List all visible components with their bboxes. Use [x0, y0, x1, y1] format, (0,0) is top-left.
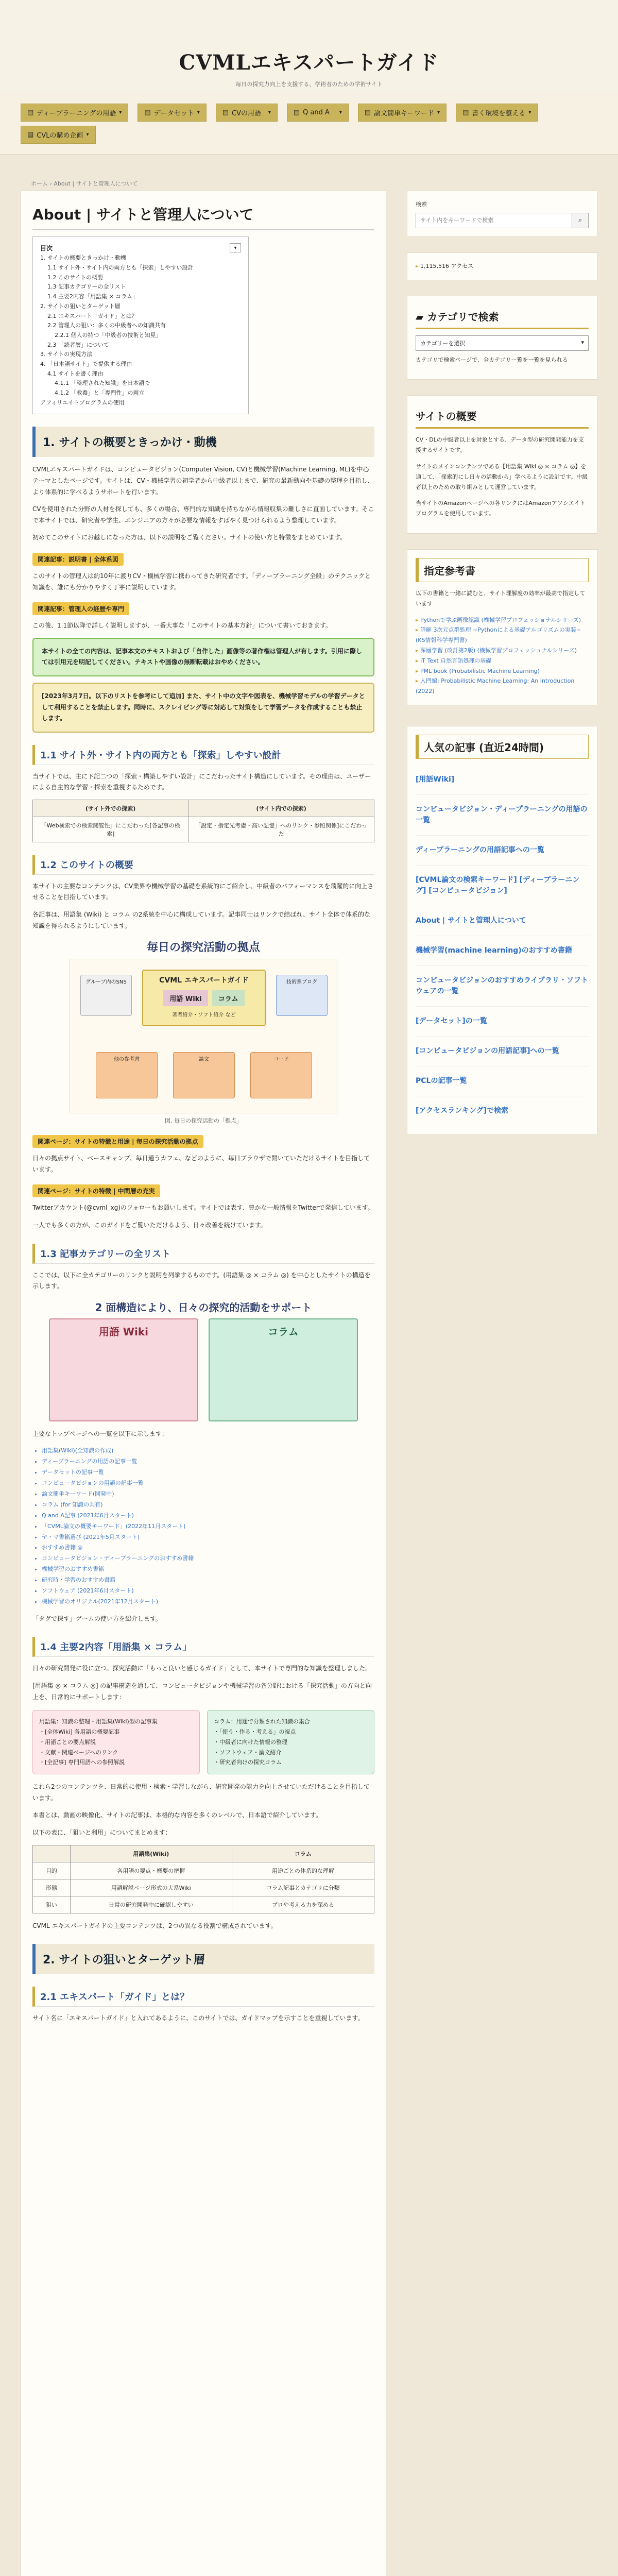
toc-item[interactable]: 2.2.1 個人の持つ「中級者の技術と知見」: [55, 331, 162, 338]
category-link[interactable]: • ディープラーニングの用語の記事一覧: [42, 1456, 374, 1467]
category-list: [32, 1446, 374, 1607]
nav-item[interactable]: [287, 104, 349, 122]
nav-item-label: データセット: [153, 110, 194, 117]
folder-icon: ▰: [416, 310, 427, 323]
site-title[interactable]: CVMLエキスパートガイド: [179, 50, 439, 75]
s12-paragraph-3: 日々の拠点サイト、ベースキャンプ、毎日通うカフェ、などのように、毎日ブラウザで開いていただけるサイトを目指しています。: [32, 1155, 370, 1173]
toc-item[interactable]: 4.1.1 「整理された知識」を日本語で: [55, 380, 150, 387]
bottom-node-3: コード: [250, 1052, 312, 1098]
table-of-contents: [32, 236, 249, 414]
popular-article-link[interactable]: [アクセスランキング]で検索: [416, 1096, 589, 1126]
left-node: グループ内のSNS: [80, 975, 132, 1016]
toc-toggle-icon[interactable]: ▾: [230, 243, 241, 252]
related-link-tag[interactable]: 関連ページ：サイトの特徴と用途 | 毎日の探究活動の拠点: [32, 1135, 203, 1148]
category-link[interactable]: • おすすめ書籍 ◎: [42, 1543, 374, 1553]
chevron-down-icon: ▾: [268, 110, 271, 115]
chevron-down-icon: ▾: [86, 132, 89, 138]
category-widget: [407, 296, 597, 380]
chevron-down-icon: ▾: [528, 110, 531, 115]
search-input[interactable]: [416, 213, 572, 228]
category-link[interactable]: • ソフトウェア (2021年6月スタート): [42, 1586, 374, 1597]
s12-paragraph-4: Twitterアカウント(@cvml_xg)のフォローもお願いします。サイトでは表す、豊かな一般情報をTwitterで発信しています。: [32, 1204, 374, 1212]
nav-item-label: ディープラーニングの用語: [37, 110, 116, 117]
category-link[interactable]: • コラム (for 知識の共有): [42, 1500, 374, 1511]
popular-widget: [407, 726, 597, 1135]
table-cell: 「設定・指定先考慮・高い記憶」へのリンク・参照関係]にこだわった: [188, 817, 374, 842]
popular-article-link[interactable]: About | サイトと管理人について: [416, 906, 589, 936]
category-link[interactable]: • 機械学習のおすすめ書籍: [42, 1564, 374, 1575]
section-1-heading: 1. サイトの概要ときっかけ・動機: [32, 427, 374, 457]
content-compare: [32, 1710, 374, 1774]
search-icon[interactable]: ⌕: [572, 213, 588, 228]
toc-item[interactable]: 4.1.2 「教養」と「専門性」の両立: [55, 389, 145, 397]
nav-item-label: CVLの購め企画: [37, 132, 83, 140]
s12-paragraph-2: 各記事は、用語集 (Wiki) と コラム の2系統を中心に構成しています。記事同士はリンクで結ばれ、サイト全体で体系的な知識を得られるようにしています。: [32, 911, 371, 929]
s13-paragraph-2: 主要なトップページへの一覧を以下に示します：: [32, 1430, 168, 1437]
book-icon: ▤: [27, 109, 34, 116]
popular-article-link[interactable]: [コンピュータビジョンの用語記事]への一覧: [416, 1037, 589, 1066]
about-title: サイトの概要: [416, 404, 589, 429]
popular-article-link[interactable]: PCLの記事一覧: [416, 1066, 589, 1096]
table-cell: 「Web検索での検索閲覧性」にこだわった[各記事の検索]: [33, 817, 188, 842]
s12-paragraph-1: 本サイトの主要なコンテンツは、CV業界や機械学習の基礎を系統的にご紹介し、中級者のパフォーマンスを飛躍的に向上させることを目指しています。: [32, 882, 374, 901]
popular-article-link[interactable]: ディープラーニングの用語記事への一覧: [416, 836, 589, 866]
chevron-down-icon: ▾: [437, 110, 440, 115]
related-link-tag[interactable]: 関連記事：管理人の経歴や専門: [32, 602, 129, 615]
book-icon: ▤: [27, 131, 34, 139]
column-box: コラム：用途で分類された知識の集合 ・「使う・作る・考える」の視点 ・中級者に向けた情報の整理 ・ソフトウェア・論文紹介 ・研究者向けの探究コラム: [207, 1710, 374, 1774]
figure-diagram: [70, 959, 337, 1113]
related-link-tag[interactable]: 関連記事：説明書 | 全体系図: [32, 553, 124, 566]
nav-item[interactable]: [456, 104, 538, 122]
s13-paragraph-3: 「タグで探す」ゲームの使い方を紹介します。: [32, 1615, 162, 1622]
access-widget: [407, 252, 597, 280]
books-note: 以下の書籍と一緒に読むと、サイト理解度の効率が最高で指定しています: [416, 589, 586, 607]
about-widget: [407, 395, 597, 534]
table-cell: 用途ごとの体系的な理解: [232, 1862, 374, 1879]
category-link[interactable]: • ヤ・マ書籍選び (2021年5月スタート): [42, 1532, 374, 1543]
table-cell: 用語解説ページ形式の大系Wiki: [70, 1879, 232, 1896]
s14-paragraph-4: 本書とは、動画の映像化、サイトの記事は、本格的な内容を多くのレベルで、日本語で紹介しています。: [32, 1811, 322, 1819]
s2-paragraph-1: サイト名に「エキスパートガイド」と入れてあるように、このサイトでは、ガイドマップを示すことを重視しています。: [32, 2014, 364, 2022]
category-link[interactable]: • コンピュータビジョン・ディープラーニングのおすすめ書籍: [42, 1553, 374, 1564]
toc-item[interactable]: 1. サイトの概要ときっかけ・動機: [40, 255, 127, 262]
section-1-1-heading: 1.1 サイト外・サイト内の両方とも「探索」しやすい設計: [32, 745, 374, 765]
nav-item[interactable]: [21, 126, 96, 144]
wiki-panel: [49, 1318, 198, 1421]
category-link[interactable]: • 論文簡単キーワード(開発中): [42, 1489, 374, 1500]
s14-paragraph-5: 以下の表に、「狙いと利用」についてまとめます：: [32, 1828, 171, 1836]
toc-title: 目次: [40, 245, 53, 252]
nav-item-label: Q and A: [303, 109, 330, 116]
books-widget: [407, 549, 597, 705]
wiki-panel-label: 用語 Wiki: [98, 1325, 149, 1338]
chevron-down-icon: ▾: [119, 110, 122, 115]
table-header: (サイト内での探索): [188, 800, 374, 817]
s13-paragraph-1: ここでは、以下に全カテゴリーのリンクと説明を列挙するものです。(用語集 ◎ × コラム ◎) を中心としたサイトの構造を示します。: [32, 1271, 371, 1290]
popular-article-link[interactable]: コンピュータビジョン・ディープラーニングの用語の一覧: [416, 795, 589, 836]
nav-item[interactable]: [21, 104, 128, 122]
bottom-node-2: 論文: [173, 1052, 235, 1098]
s1-paragraph-1: CVMLエキスパートガイドは、コンピュータビジョン(Computer Vision, CV)と機械学習(Machine Learning, ML)を中心テーマとしたページです。サイトは、CV・機械学習の初学者から中級者以上まで、研究の最新動向や基礎の整理を目指し、より体系的に学べるようサポートを行います。: [32, 466, 374, 496]
breadcrumb[interactable]: ホーム › About | サイトと管理人について: [31, 180, 138, 187]
base-camp-figure: [32, 939, 374, 1125]
site-header: [0, 0, 618, 93]
sub-node: 著者紹介・ソフト紹介 など: [172, 1012, 236, 1019]
table-header: コラム: [232, 1845, 374, 1862]
popular-article-link[interactable]: [用語Wiki]: [416, 765, 589, 795]
category-link[interactable]: • データセットの記事一覧: [42, 1467, 374, 1478]
column-panel: [209, 1318, 358, 1421]
toc-item[interactable]: 2.2 管理人の狙い：多くの中級者への知識共有: [47, 322, 166, 329]
toc-item[interactable]: 4. 「日本語サイト」で提供する理由: [40, 360, 132, 367]
column-node: コラム: [212, 990, 245, 1006]
category-link[interactable]: • 機械学習のオリジナル(2021年12月スタート): [42, 1597, 374, 1607]
search-design-table: [32, 800, 374, 842]
center-node: [142, 970, 266, 1026]
bottom-node-1: 他の参考書: [96, 1052, 158, 1098]
popular-article-link[interactable]: [データセット]の一覧: [416, 1007, 589, 1037]
popular-article-link[interactable]: 機械学習(machine learning)のおすすめ書籍: [416, 936, 589, 966]
book-icon: ▤: [222, 109, 229, 116]
about-paragraph: 当サイトのAmazonページへの各リンクにはAmazonアソシエイトプログラムを使用しています。: [416, 500, 586, 517]
access-counter: ▸ 1,115,516 アクセス: [416, 261, 589, 272]
section-2-heading: 2. サイトの狙いとターゲット層: [32, 1944, 374, 1974]
toc-item[interactable]: 4.1 サイトを書く理由: [47, 370, 104, 377]
section-1-3-heading: 1.3 記事カテゴリーの全リスト: [32, 1244, 374, 1264]
book-link[interactable]: ▸ IT Text 自然言語処理の基礎: [416, 656, 589, 666]
search-title: 検索: [416, 201, 427, 208]
book-link[interactable]: ▸ Pythonで学ぶ画像認識 (機械学習プロフェッショナルシリーズ): [416, 615, 589, 625]
chevron-down-icon: ▾: [197, 110, 200, 115]
figure-title: 毎日の探究活動の拠点: [146, 941, 260, 955]
book-link[interactable]: ▸ 詳解 3次元点群処理 ~Pythonによる基礎アルゴリズムの実装~ (KS情報科学専門書): [416, 625, 589, 646]
book-icon: ▤: [364, 109, 371, 116]
global-nav: [0, 93, 618, 155]
related-link-tag[interactable]: 関連ページ：サイトの特徴 | 中間層の充実: [32, 1184, 160, 1197]
table-header: [33, 1845, 71, 1862]
site-tagline: 毎日の探究力向上を支援する、学術者のための学術サイト: [235, 81, 383, 88]
nav-item[interactable]: [358, 104, 447, 122]
nav-item-label: CVの用語: [232, 110, 262, 117]
toc-item[interactable]: 2.3 「読者層」について: [47, 341, 109, 348]
compare-table: [32, 1845, 374, 1913]
right-node: 技術系ブログ: [276, 975, 328, 1016]
figure-title: 2 面構造により、日々の探究的活動をサポート: [95, 1301, 312, 1314]
table-cell: 各用語の要点・概要の把握: [70, 1862, 232, 1879]
s1-paragraph-3: 初めてこのサイトにお越しになった方は、以下の説明をご覧ください。サイトの使い方と特徴をまとめています。: [32, 534, 347, 541]
toc-item[interactable]: 1.1 サイト外・サイト内の両方とも「探索」しやすい設計: [47, 264, 194, 272]
category-select-value: カテゴリーを選択: [420, 340, 466, 347]
category-link[interactable]: • 用語集(Wiki)(全知識の作成): [42, 1446, 374, 1456]
book-link[interactable]: ▸ 入門編: Probabilistic Machine Learning: An Introduction (2022): [416, 676, 589, 697]
wiki-node: 用語 Wiki: [163, 990, 208, 1006]
section-1-2-heading: 1.2 このサイトの概要: [32, 855, 374, 875]
books-title: 指定参考書: [416, 558, 589, 582]
s11-paragraph-1: 当サイトでは、主に下記二つの「探索・構築しやすい設計」にこだわったサイト構造にしています。その理由は、ユーザーによる自主的な学習・探索を重視するためです。: [32, 772, 371, 791]
search-box: [416, 213, 589, 228]
toc-item[interactable]: 1.3 記事カテゴリーの全リスト: [47, 283, 126, 291]
s1-paragraph-2: CVを使用された分野の人材を探しても、多くの場合、専門的な知識を持ちながら情報収集の難しさに直面しています。そこで本サイトでは、研究者や学生、エンジニアの方々が必要な情報をすばやく見つけられるよう整理しています。: [32, 505, 374, 524]
popular-article-link[interactable]: [CVML論文の検索キーワード] [ディープラーニング] [コンピュータビジョン]: [416, 866, 589, 906]
category-select[interactable]: [416, 335, 589, 351]
table-cell: 狙い: [33, 1896, 71, 1913]
toc-item[interactable]: 2.1 エキスパート「ガイド」とは？: [47, 312, 138, 319]
search-widget: [407, 191, 597, 237]
table-cell: プロや考える力を深める: [232, 1896, 374, 1913]
category-note[interactable]: カテゴリで検索ページで、全カテゴリー覧を一覧を見られる: [416, 356, 568, 363]
nav-item-label: 書く環境を整える: [472, 110, 526, 117]
chevron-down-icon: ▾: [581, 338, 584, 346]
nav-item[interactable]: [138, 104, 206, 122]
wiki-box: 用語集：知識の整理・用語集(Wiki)型の記事集 ・[全体Wiki] 各用語の概要記事 ・用語ごとの要点解説 ・文献・関連ページへのリンク ・[全記事] 専門用語への参照解説: [32, 1710, 200, 1774]
center-node-title: CVML エキスパートガイド: [159, 976, 249, 985]
s14-paragraph-6: CVML エキスパートガイドの主要コンテンツは、2つの異なる役割で構成されています。: [32, 1922, 277, 1929]
toc-item[interactable]: 3. サイトの実現方法: [40, 351, 93, 358]
column-panel-label: コラム: [268, 1325, 299, 1338]
table-cell: 目的: [33, 1862, 71, 1879]
category-link[interactable]: • コンピュータビジョンの用語の記事一覧: [42, 1478, 374, 1489]
sidebar: [407, 191, 597, 1150]
toc-item[interactable]: 2. サイトの狙いとターゲット層: [40, 302, 121, 310]
category-title-text: カテゴリで検索: [427, 310, 499, 323]
toc-item[interactable]: 1.2 このサイトの概要: [47, 274, 104, 281]
table-header: (サイト外での探索): [33, 800, 188, 817]
toc-item[interactable]: 1.4 主要2内容「用語集 × コラム」: [47, 293, 139, 300]
nav-item[interactable]: [216, 104, 278, 122]
s14-paragraph-2: [用語集 ◎ × コラム ◎] の記事構造を通して、コンピュータビジョンや機械学習の各分野における「探究活動」の方向と向上を、日常的にサポートします：: [32, 1682, 372, 1701]
about-paragraph: サイトのメインコンテンツである【用語集 Wiki ◎ × コラム ◎】を通して、「探索的にし日々の活動から」学べるように設計です。中級者以上のための取り組みとして運営しています。: [416, 463, 588, 490]
book-link[interactable]: ▸ PML book (Probabilistic Machine Learning): [416, 666, 589, 676]
s12-paragraph-5: 一人でも多くの方が、このガイドをご覧いただけるよう、日々改善を続けています。: [32, 1222, 267, 1229]
main-article: [21, 191, 386, 2576]
figure-caption: 図. 毎日の探究活動の「拠点」: [165, 1117, 242, 1125]
s14-paragraph-1: 日々の研究開発に役に立つ。探究活動に「もっと良いと感じるガイド」として、本サイトで専門的な知識を整理しました。: [32, 1665, 372, 1672]
category-title: [416, 304, 589, 329]
category-link[interactable]: • 「CVML論文の概要キーワード」(2022年11月スタート): [42, 1521, 374, 1532]
book-link[interactable]: ▸ 深層学習 (改訂第2版) (機械学習プロフェッショナルシリーズ): [416, 646, 589, 656]
page-title: About | サイトと管理人について: [32, 204, 374, 230]
chevron-down-icon: ▾: [339, 110, 342, 115]
s1-paragraph-5: この後、1.1節以降で詳しく説明しますが、一番大事な「このサイトの基本方針」について書いておきます。: [32, 622, 332, 630]
table-cell: 日常の研究開発中に確認しやすい: [70, 1896, 232, 1913]
book-icon: ▤: [462, 109, 469, 116]
category-link[interactable]: • 研究時・学習のおすすめ書籍: [42, 1575, 374, 1586]
s14-paragraph-3: これら2つのコンテンツを、日常的に使用・検索・学習しながら、研究開発の能力を向上させていただけることを目指しています。: [32, 1783, 370, 1802]
s1-paragraph-4: このサイトの管理人は約10年に渡りCV・機械学習に携わってきた研究者です。「ディープラーニング全般」のテクニックと知識を、誰にも分かりやすく丁寧に説明しています。: [32, 572, 371, 591]
section-2-1-heading: 2.1 エキスパート「ガイド」とは？: [32, 1987, 374, 2007]
nav-item-label: 論文簡単キーワード: [374, 110, 435, 117]
category-link[interactable]: • Q and A記事 (2021年6月スタート): [42, 1511, 374, 1521]
book-icon: ▤: [293, 109, 300, 116]
ml-training-note: [2023年3月7日。以下のリストを参考にして追加] また、サイト中の文字や図表を、機械学習モデルの学習データとして利用することを禁止します。同時に、スクレイピング等に対応して対策をして学習データを作成することも禁止します。: [32, 683, 374, 733]
table-cell: コラム記事とカテゴリに分類: [232, 1879, 374, 1896]
about-paragraph: CV・DLの中級者以上を対象とする、データ型の研究開発能力を支援するサイトです。: [416, 436, 584, 454]
copyright-note: 本サイトの全ての内容は、記事本文のテキストおよび「自作した」画像等の著作権は管理人が有します。引用に際しては引用元を明記してください。テキストや画像の無断転載はおやめください。: [32, 638, 374, 676]
table-cell: 形態: [33, 1879, 71, 1896]
section-1-4-heading: 1.4 主要2内容「用語集 × コラム」: [32, 1637, 374, 1657]
popular-article-link[interactable]: コンピュータビジョンのおすすめライブラリ・ソフトウェアの一覧: [416, 966, 589, 1007]
table-header: 用語集(Wiki): [70, 1845, 232, 1862]
popular-title: 人気の記事 (直近24時間): [416, 735, 589, 759]
two-sided-figure: [32, 1299, 374, 1421]
toc-item[interactable]: アフィリエイトプログラムの使用: [40, 399, 125, 406]
book-icon: ▤: [144, 109, 151, 116]
